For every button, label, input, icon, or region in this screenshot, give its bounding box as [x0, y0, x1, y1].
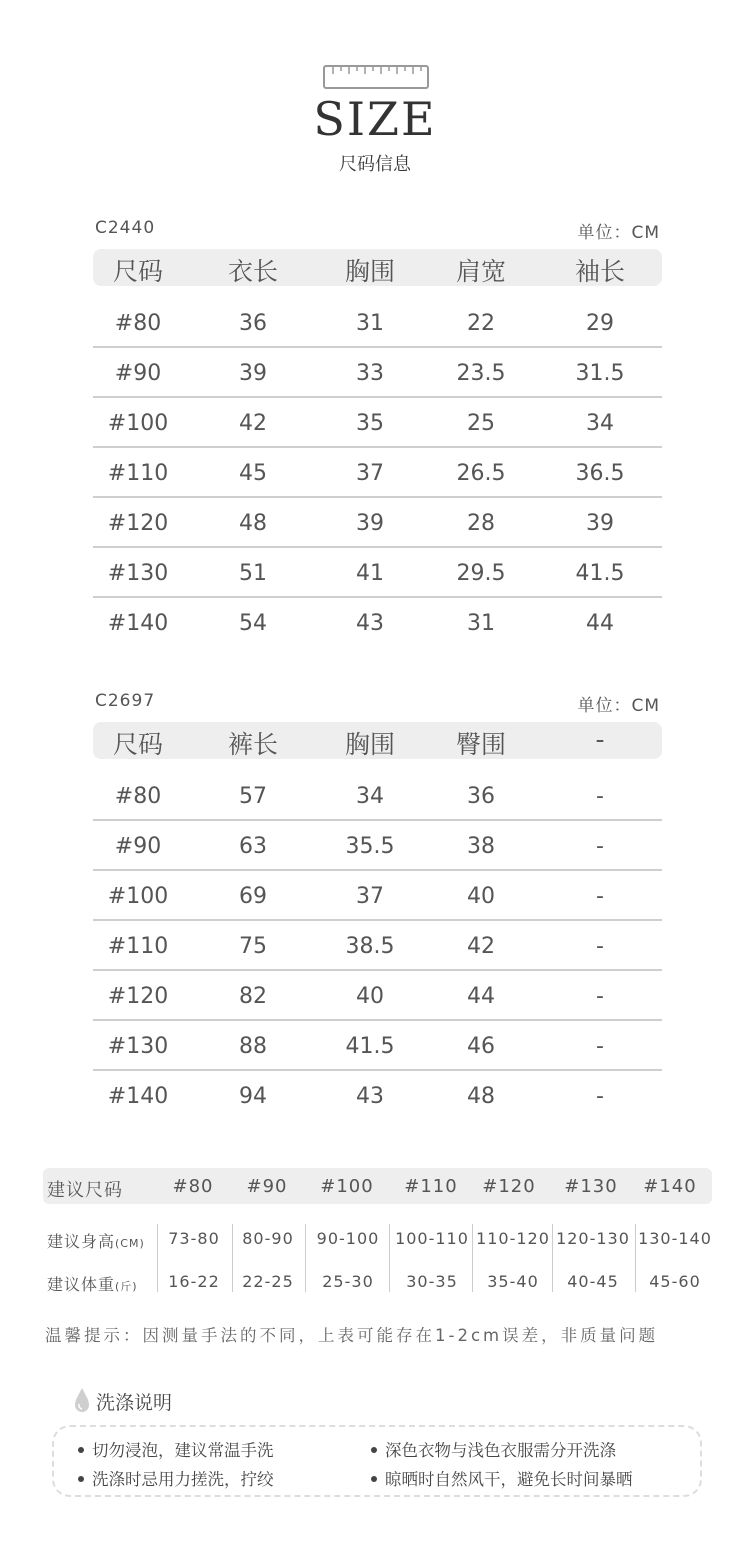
table1-header-cell: 尺码: [112, 257, 163, 286]
height-value: 130-140: [638, 1229, 712, 1248]
table-cell: 29.5: [456, 561, 506, 586]
recommend-header-cell: #80: [172, 1176, 214, 1197]
table-cell: 44: [586, 611, 614, 636]
table-cell: 48: [239, 511, 267, 536]
height-value: 73-80: [168, 1229, 220, 1248]
table-cell: 38: [467, 834, 495, 859]
weight-value: 22-25: [242, 1272, 294, 1291]
table-cell: 40: [467, 884, 495, 909]
table1-header: [93, 249, 662, 286]
table-cell: -: [596, 934, 604, 959]
table-cell: 25: [467, 411, 495, 436]
washing-item-text: 晾晒时自然风干，避免长时间暴晒: [385, 1470, 633, 1489]
table-cell: #100: [107, 884, 169, 909]
page-title: SIZE: [313, 92, 437, 146]
washing-item-text: 洗涤时忌用力搓洗，拧绞: [92, 1470, 274, 1489]
height-label: [47, 1229, 162, 1252]
table-cell: 36: [239, 311, 267, 336]
height-value: 80-90: [242, 1229, 294, 1248]
table-cell: #130: [107, 1034, 169, 1059]
table-row: [93, 771, 662, 821]
table-cell: 34: [586, 411, 614, 436]
weight-value: 25-30: [322, 1272, 374, 1291]
table2-header-cell: 胸围: [344, 730, 395, 759]
table-row: [93, 498, 662, 548]
recommend-header-cell: 建议尺码: [47, 1180, 123, 1201]
height-unit: (CM): [115, 1237, 145, 1250]
table-cell: #110: [107, 461, 169, 486]
table-cell: #140: [107, 1084, 169, 1109]
table-cell: 26.5: [456, 461, 506, 486]
column-divider: [472, 1224, 473, 1292]
water-drop-icon: [72, 1386, 92, 1414]
table-row: [93, 1071, 662, 1121]
table-cell: 28: [467, 511, 495, 536]
table-cell: 39: [239, 361, 267, 386]
table-cell: 41.5: [575, 561, 625, 586]
table-cell: 94: [239, 1084, 267, 1109]
table-cell: 31: [356, 311, 384, 336]
table-cell: 39: [586, 511, 614, 536]
table-cell: 82: [239, 984, 267, 1009]
column-divider: [157, 1224, 158, 1292]
table2-header-cell: -: [595, 725, 605, 754]
table-cell: 63: [239, 834, 267, 859]
table-row: [93, 348, 662, 398]
table-cell: #100: [107, 411, 169, 436]
column-divider: [635, 1224, 636, 1292]
washing-item: [78, 1466, 274, 1490]
weight-value: 45-60: [649, 1272, 701, 1291]
height-value: 100-110: [395, 1229, 469, 1248]
recommend-header-cell: #140: [643, 1176, 697, 1197]
bullet-icon: [78, 1476, 84, 1482]
table-cell: -: [596, 784, 604, 809]
table-cell: #120: [107, 511, 169, 536]
washing-title-text: 洗涤说明: [96, 1392, 173, 1414]
height-label-text: 建议身高: [47, 1232, 116, 1251]
weight-value: 30-35: [406, 1272, 458, 1291]
table2-header: [93, 722, 662, 759]
washing-item-text: 切勿浸泡，建议常温手洗: [92, 1441, 274, 1460]
table-cell: 37: [356, 884, 384, 909]
table-row: [93, 921, 662, 971]
table-cell: 57: [239, 784, 267, 809]
weight-unit: (斤): [115, 1280, 138, 1293]
table-cell: 45: [239, 461, 267, 486]
column-divider: [232, 1224, 233, 1292]
weight-label-text: 建议体重: [47, 1275, 116, 1294]
table-cell: 34: [356, 784, 384, 809]
recommend-header: [43, 1168, 712, 1204]
bullet-icon: [371, 1476, 377, 1482]
table-cell: 46: [467, 1034, 495, 1059]
table-cell: #130: [107, 561, 169, 586]
table-cell: #120: [107, 984, 169, 1009]
table-cell: 33: [356, 361, 384, 386]
table-cell: #110: [107, 934, 169, 959]
washing-item: [371, 1466, 633, 1490]
table-cell: 54: [239, 611, 267, 636]
table-cell: 38.5: [345, 934, 395, 959]
table1-header-cell: 衣长: [227, 257, 278, 286]
height-value: 90-100: [316, 1229, 380, 1248]
table1-code: C2440: [95, 218, 156, 238]
table-cell: -: [596, 1084, 604, 1109]
column-divider: [305, 1224, 306, 1292]
table-cell: 75: [239, 934, 267, 959]
table-cell: #90: [114, 361, 162, 386]
table2-unit: 单位：CM: [577, 696, 660, 716]
page-subtitle: 尺码信息: [339, 154, 411, 175]
table-cell: 40: [356, 984, 384, 1009]
table-cell: 39: [356, 511, 384, 536]
table-row: [93, 448, 662, 498]
column-divider: [552, 1224, 553, 1292]
table-cell: -: [596, 834, 604, 859]
table1-header-cell: 肩宽: [455, 257, 506, 286]
table-cell: 51: [239, 561, 267, 586]
table-cell: 41: [356, 561, 384, 586]
table-cell: 35.5: [345, 834, 395, 859]
table-row: [93, 398, 662, 448]
bullet-icon: [371, 1447, 377, 1453]
table1-header-cell: 胸围: [344, 257, 395, 286]
table-cell: 88: [239, 1034, 267, 1059]
table-cell: 37: [356, 461, 384, 486]
table-cell: 69: [239, 884, 267, 909]
table-cell: -: [596, 984, 604, 1009]
table-cell: 31: [467, 611, 495, 636]
table-row: [93, 971, 662, 1021]
ruler-icon: [323, 65, 429, 91]
table-cell: 43: [356, 611, 384, 636]
weight-label: [47, 1272, 162, 1295]
weight-value: 40-45: [567, 1272, 619, 1291]
table-cell: 23.5: [456, 361, 506, 386]
bullet-icon: [78, 1447, 84, 1453]
table-cell: 42: [239, 411, 267, 436]
table-cell: 29: [586, 311, 614, 336]
table-cell: 36.5: [575, 461, 625, 486]
table-cell: #80: [114, 311, 162, 336]
table-row: [93, 548, 662, 598]
table1-header-cell: 袖长: [574, 257, 625, 286]
table2-header-cell: 尺码: [112, 730, 163, 759]
table-cell: 41.5: [345, 1034, 395, 1059]
table-cell: -: [596, 1034, 604, 1059]
table-cell: -: [596, 884, 604, 909]
table-cell: #80: [114, 784, 162, 809]
table-row: [93, 871, 662, 921]
weight-value: 16-22: [168, 1272, 220, 1291]
recommend-header-cell: #100: [320, 1176, 374, 1197]
table-cell: 36: [467, 784, 495, 809]
table-cell: 22: [467, 311, 495, 336]
washing-item: [78, 1437, 274, 1461]
measurement-tip: 温馨提示：因测量手法的不同，上表可能存在1-2cm误差，非质量问题: [45, 1326, 659, 1345]
table-cell: 35: [356, 411, 384, 436]
recommend-header-cell: #90: [246, 1176, 288, 1197]
washing-item: [371, 1437, 616, 1461]
table-row: [93, 1021, 662, 1071]
table-cell: #140: [107, 611, 169, 636]
table2-code: C2697: [95, 691, 156, 711]
recommend-header-cell: #110: [404, 1176, 458, 1197]
table-cell: 42: [467, 934, 495, 959]
weight-value: 35-40: [487, 1272, 539, 1291]
table-cell: #90: [114, 834, 162, 859]
table-cell: 31.5: [575, 361, 625, 386]
table1-unit: 单位：CM: [577, 223, 660, 243]
table-row: [93, 298, 662, 348]
height-value: 120-130: [556, 1229, 630, 1248]
table-row: [93, 598, 662, 648]
table-cell: 44: [467, 984, 495, 1009]
table2-header-cell: 臀围: [455, 730, 506, 759]
washing-item-text: 深色衣物与浅色衣服需分开洗涤: [385, 1441, 616, 1460]
table-row: [93, 821, 662, 871]
recommend-header-cell: #120: [482, 1176, 536, 1197]
table-cell: 43: [356, 1084, 384, 1109]
column-divider: [389, 1224, 390, 1292]
table-cell: 48: [467, 1084, 495, 1109]
table2-header-cell: 裤长: [227, 730, 278, 759]
recommend-header-cell: #130: [564, 1176, 618, 1197]
height-value: 110-120: [476, 1229, 550, 1248]
